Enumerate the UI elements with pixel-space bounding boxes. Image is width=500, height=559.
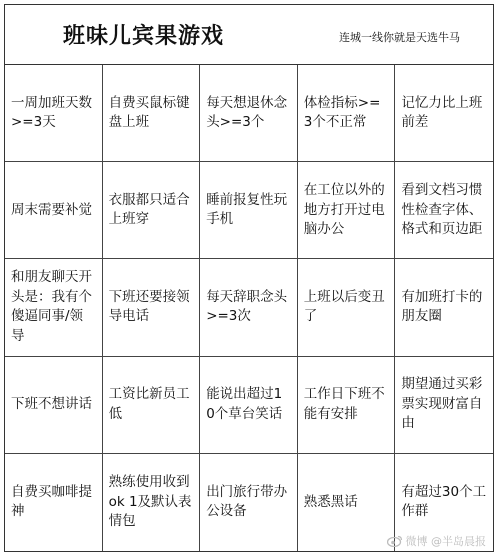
bingo-cell[interactable]: 一周加班天数>=3天 xyxy=(5,65,103,162)
bingo-cell[interactable]: 在工位以外的地方打开过电脑办公 xyxy=(298,162,396,259)
bingo-cell[interactable]: 每天想退休念头>=3个 xyxy=(200,65,298,162)
bingo-cell[interactable]: 记忆力比上班前差 xyxy=(395,65,493,162)
header xyxy=(5,5,493,65)
bingo-cell[interactable]: 能说出超过10个草台笑话 xyxy=(200,357,298,454)
bingo-cell[interactable]: 和朋友聊天开头是：我有个傻逼同事/领导 xyxy=(5,259,103,356)
bingo-cell[interactable]: 工作日下班不能有安排 xyxy=(298,357,396,454)
weibo-icon xyxy=(387,535,403,547)
page-title: 班味儿宾果游戏 xyxy=(63,23,225,49)
watermark-text: 微博 @半岛晨报 xyxy=(405,535,486,548)
bingo-cell[interactable]: 有加班打卡的朋友圈 xyxy=(395,259,493,356)
bingo-cell[interactable]: 出门旅行带办公设备 xyxy=(200,454,298,551)
bingo-cell[interactable]: 工资比新员工低 xyxy=(103,357,201,454)
bingo-cell[interactable]: 期望通过买彩票实现财富自由 xyxy=(395,357,493,454)
bingo-cell[interactable]: 下班还要接领导电话 xyxy=(103,259,201,356)
bingo-cell[interactable]: 熟悉黑话 xyxy=(298,454,396,551)
bingo-cell[interactable]: 自费买咖啡提神 xyxy=(5,454,103,551)
bingo-cell[interactable]: 睡前报复性玩手机 xyxy=(200,162,298,259)
watermark xyxy=(387,533,487,549)
bingo-cell[interactable]: 看到文档习惯性检查字体、格式和页边距 xyxy=(395,162,493,259)
bingo-cell[interactable]: 体检指标>=3个不正常 xyxy=(298,65,396,162)
bingo-cell[interactable]: 衣服都只适合上班穿 xyxy=(103,162,201,259)
page-subtitle: 连城一线你就是天选牛马 xyxy=(339,31,460,44)
bingo-cell[interactable]: 自费买鼠标键盘上班 xyxy=(103,65,201,162)
bingo-grid xyxy=(5,65,493,551)
bingo-cell[interactable]: 下班不想讲话 xyxy=(5,357,103,454)
bingo-cell[interactable]: 熟练使用收到ok 1及默认表情包 xyxy=(103,454,201,551)
bingo-cell[interactable]: 每天辞职念头>=3次 xyxy=(200,259,298,356)
bingo-card xyxy=(4,4,494,552)
bingo-cell[interactable]: 有超过30个工作群 xyxy=(401,483,487,520)
bingo-cell[interactable]: 上班以后变丑了 xyxy=(298,259,396,356)
bingo-cell[interactable]: 周末需要补觉 xyxy=(5,162,103,259)
